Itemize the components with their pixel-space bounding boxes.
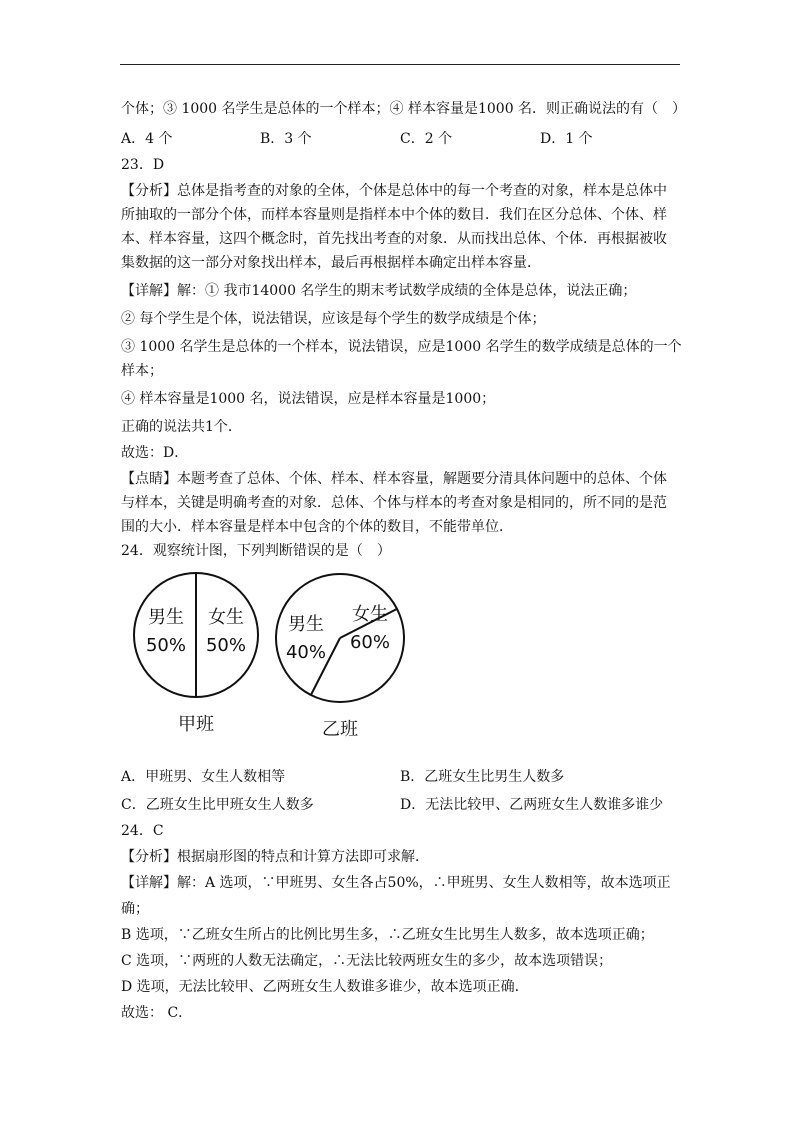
q24-detail-line: 故选： C． bbox=[121, 1005, 193, 1021]
pie-slice-value: 60% bbox=[349, 632, 391, 653]
q23-detail-line: 故选：D． bbox=[121, 445, 189, 461]
q23-comment-line: 围的大小．样本容量是样本中包含的个体的数目，不能带单位． bbox=[121, 519, 513, 535]
q24-detail-line: D 选项，无法比较甲、乙两班女生人数谁多谁少，故本选项正确． bbox=[121, 979, 529, 995]
q24-option-c: C．乙班女生比甲班女生人数多 bbox=[121, 797, 314, 813]
pie-chart-title: 甲班 bbox=[178, 714, 214, 735]
q24-option-a: A．甲班男、女生人数相等 bbox=[121, 769, 286, 785]
q23-detail-line: 【详解】解：① 我市14000 名学生的期末考试数学成绩的全体是总体，说法正确； bbox=[121, 283, 637, 299]
pie-slice-value: 50% bbox=[145, 635, 187, 656]
q23-analysis-line: 本、样本容量，这四个概念时，首先找出考查的对象．从而找出总体、个体．再根据被收 bbox=[121, 231, 667, 247]
q24-analysis: 【分析】根据扇形图的特点和计算方法即可求解． bbox=[121, 849, 429, 865]
pie-charts-figure bbox=[120, 570, 440, 760]
q24-detail-line: 确； bbox=[121, 901, 149, 917]
pie-slice-label: 男生 bbox=[288, 614, 324, 635]
pie-chart-yi bbox=[276, 574, 404, 740]
q23-detail-line: ③ 1000 名学生是总体的一个样本，说法错误，应是1000 名学生的数学成绩是总体的一个 bbox=[121, 339, 682, 355]
pie-slice-value: 50% bbox=[205, 635, 247, 656]
pie-slice-label: 男生 bbox=[148, 607, 184, 628]
q23-analysis-line: 【分析】总体是指考查的对象的全体，个体是总体中的每一个考查的对象，样本是总体中 bbox=[121, 183, 667, 199]
q23-comment-line: 【点睛】本题考查了总体、个体、样本、样本容量，解题要分清具体问题中的总体、个体 bbox=[121, 471, 667, 487]
q23-detail-line: 样本； bbox=[121, 363, 163, 379]
q23-option-c: C．2 个 bbox=[400, 131, 453, 147]
header-rule bbox=[120, 64, 680, 65]
pie-slice-label: 女生 bbox=[208, 607, 244, 628]
q23-option-b: B．3 个 bbox=[260, 131, 312, 147]
q24-answer: 24．C bbox=[121, 823, 164, 839]
q24-detail-line: B 选项，∵乙班女生所占的比例比男生多，∴乙班女生比男生人数多，故本选项正确； bbox=[121, 927, 654, 943]
q24-stem: 24．观察统计图，下列判断错误的是（ ） bbox=[121, 543, 391, 559]
q23-comment-line: 与样本，关键是明确考查的对象．总体、个体与样本的考查对象是相同的，所不同的是范 bbox=[121, 495, 667, 511]
q23-stem-tail: 个体；③ 1000 名学生是总体的一个样本；④ 样本容量是1000 名．则正确说法的有（ ） bbox=[121, 101, 687, 117]
pie-chart-jia bbox=[134, 573, 258, 735]
q24-option-d: D．无法比较甲、乙两班女生人数谁多谁少 bbox=[400, 797, 664, 813]
q24-detail-line: 【详解】解：A 选项，∵甲班男、女生各占50%，∴甲班男、女生人数相等，故本选项正 bbox=[121, 875, 671, 891]
pie-chart-title: 乙班 bbox=[322, 719, 358, 740]
q24-option-b: B．乙班女生比男生人数多 bbox=[400, 769, 565, 785]
q23-detail-line: ② 每个学生是个体，说法错误，应该是每个学生的数学成绩是个体； bbox=[121, 311, 546, 327]
q23-detail-line: ④ 样本容量是1000 名，说法错误，应是样本容量是1000； bbox=[121, 391, 496, 407]
q24-detail-line: C 选项，∵两班的人数无法确定，∴无法比较两班女生的多少，故本选项错误； bbox=[121, 953, 613, 969]
pie-slice-label: 女生 bbox=[352, 604, 388, 625]
q23-option-a: A．4 个 bbox=[121, 131, 173, 147]
q23-answer: 23．D bbox=[121, 157, 165, 173]
q23-detail-line: 正确的说法共1个． bbox=[121, 419, 242, 435]
q23-analysis-line: 所抽取的一部分个体，而样本容量则是指样本中个体的数目．我们在区分总体、个体、样 bbox=[121, 207, 667, 223]
q23-analysis-line: 集数据的这一部分对象找出样本，最后再根据样本确定出样本容量． bbox=[121, 255, 541, 271]
pie-slice-value: 40% bbox=[285, 642, 327, 663]
q23-option-d: D．1 个 bbox=[540, 131, 593, 147]
